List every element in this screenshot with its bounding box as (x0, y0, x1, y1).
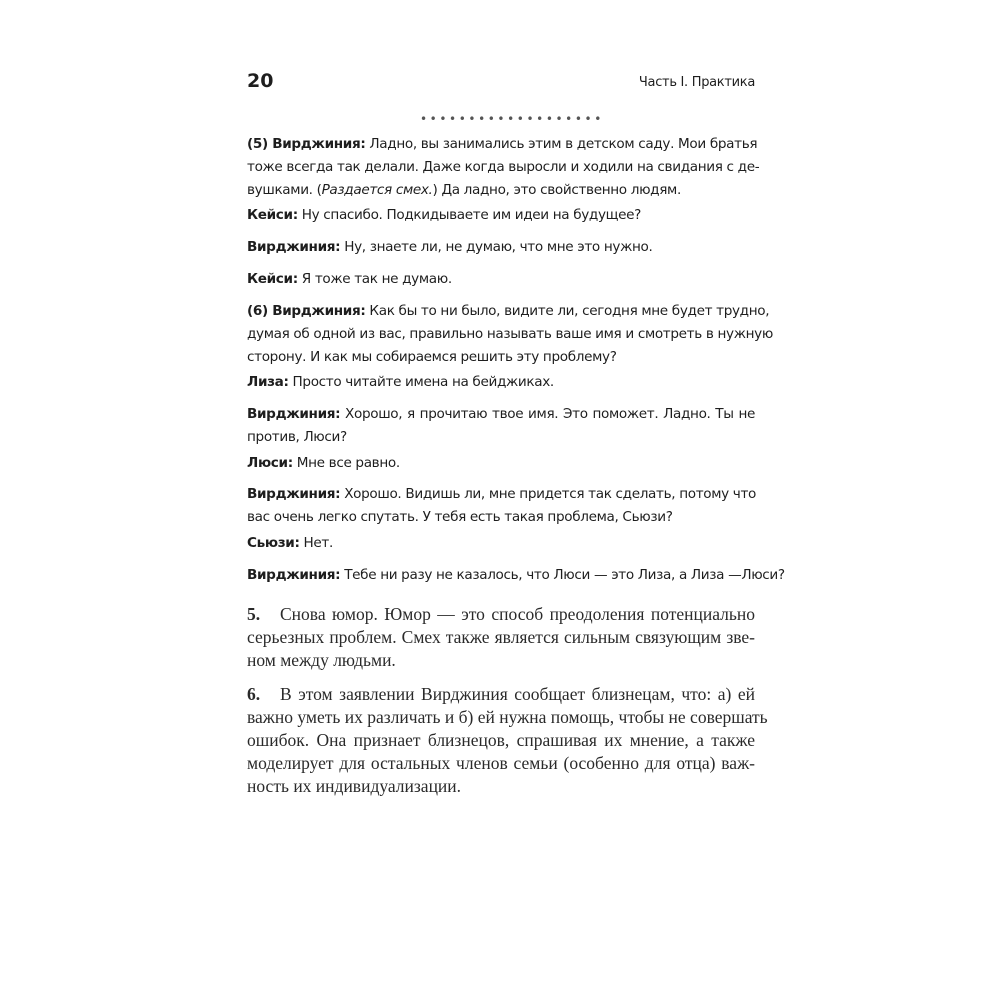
dialogue-line: Вирджиния: Тебе ни разу не казалось, что Люси — это Лиза, а Лиза —Люси? (247, 567, 785, 583)
note-5: 5. Снова юмор. Юмор — это способ преодоления потенциально серьезных проблем. Смех также является сильным связующим зве- ном между людьми. (247, 604, 755, 670)
speaker: Кейси: (247, 207, 298, 223)
speaker: Вирджиния: (247, 486, 341, 502)
speaker: Вирджиния: (247, 239, 341, 255)
line-text: Ладно, вы занимались этим в детском саду. Мои братья (365, 136, 758, 152)
line-text: тоже всегда так делали. Даже когда выросли и ходили на свидания с де- (247, 159, 760, 175)
speaker: Кейси: (247, 271, 298, 287)
dialogue-line (247, 133, 760, 202)
dialogue-line: Вирджиния: Ну, знаете ли, не думаю, что мне это нужно. (247, 239, 653, 255)
dialogue-line: Вирджиния: Хорошо, я прочитаю твое имя. Это поможет. Ладно. Ты не против, Люси? (247, 406, 755, 445)
dialogue-line: Кейси: Я тоже так не думаю. (247, 271, 452, 287)
speaker: Лиза: (247, 374, 289, 390)
line-text: вушками. (Раздается смех.) Да ладно, это свойственно людям. (247, 182, 681, 198)
speaker: Вирджиния: (247, 406, 341, 422)
speaker: Люси: (247, 455, 293, 471)
speaker: (6) Вирджиния: (247, 303, 366, 319)
speaker: Вирджиния: (247, 567, 341, 583)
dialogue-line: Люси: Мне все равно. (247, 455, 400, 471)
dialogue-line: Лиза: Просто читайте имена на бейджиках. (247, 374, 554, 390)
dialogue-line: (6) Вирджиния: Как бы то ни было, видите ли, сегодня мне будет трудно, думая об одной из вас, правильно называть ваше имя и смотреть в нужную сторону. И как мы собираемся решить эту проблему? (247, 303, 773, 365)
note-6: 6. В этом заявлении Вирджиния сообщает близнецам, что: а) ей важно уметь их различать и б) ей нужна помощь, чтобы не совершать ошибок. Она признает близнецов, спрашивая их мнение, а также моделирует для остальных членов семьи (особенно для отца) важ- ность их индивидуализации. (247, 684, 768, 796)
page-number: 20 (247, 70, 274, 92)
dialogue-line: Вирджиния: Хорошо. Видишь ли, мне придется так сделать, потому что вас очень легко спутать. У тебя есть такая проблема, Сьюзи? (247, 486, 757, 525)
dialogue-line: Сьюзи: Нет. (247, 535, 333, 551)
speaker: (5) Вирджиния: (247, 136, 366, 152)
dialogue-line: Кейси: Ну спасибо. Подкидываете им идеи на будущее? (247, 207, 642, 223)
section-ornament: ••••••••••••••••••• (420, 112, 604, 126)
speaker: Сьюзи: (247, 535, 300, 551)
running-title: Часть I. Практика (638, 75, 755, 90)
